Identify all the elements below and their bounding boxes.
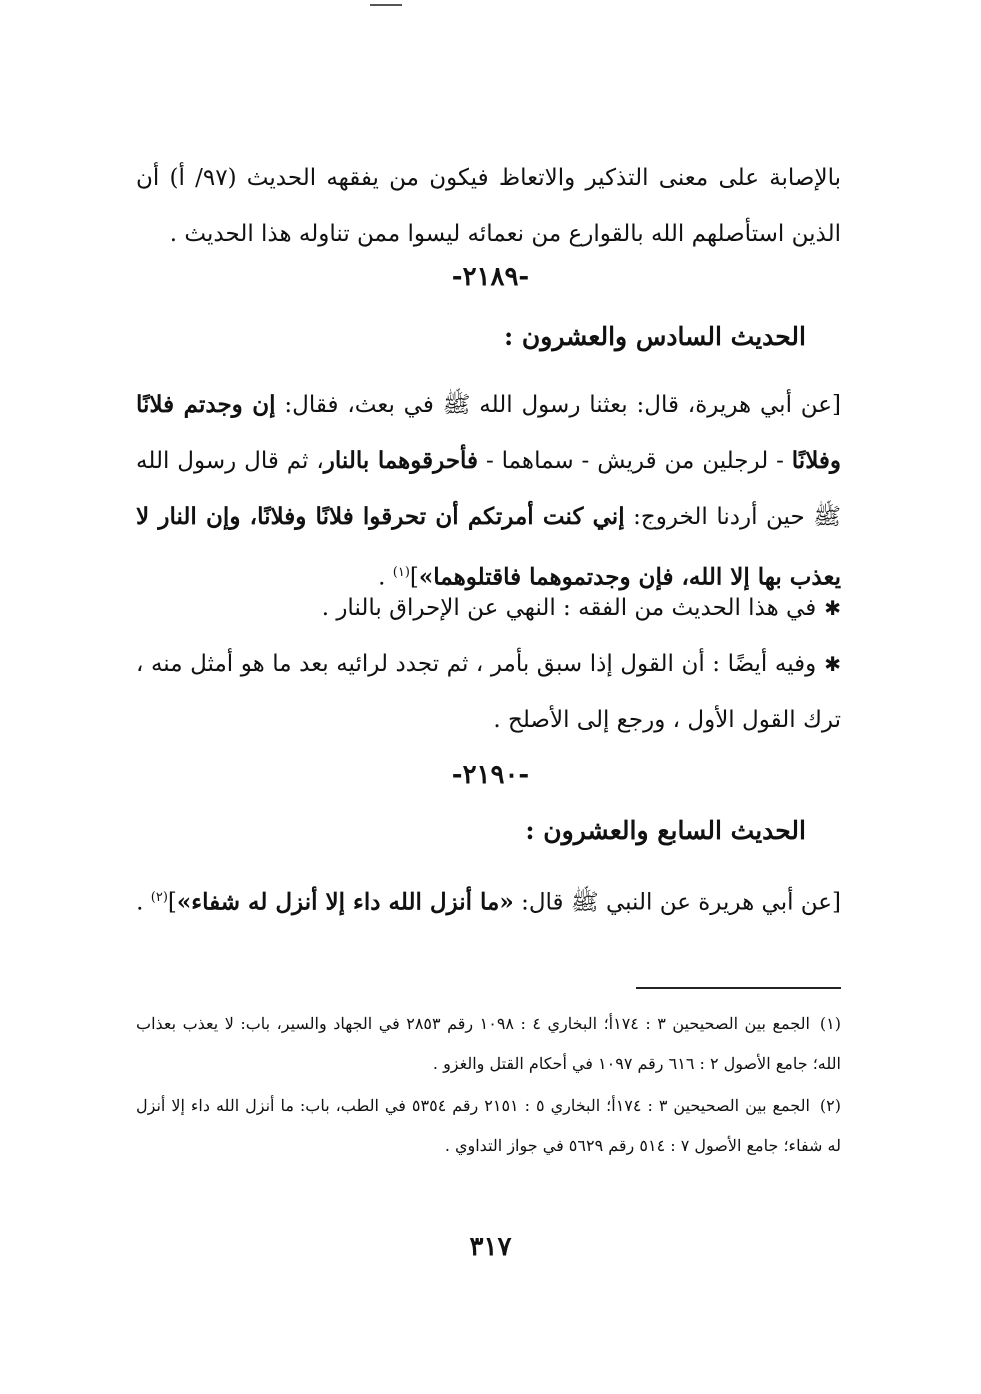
hadith-27-text [136,870,841,931]
footnote-2 [136,1086,841,1166]
hadith-26-bold3: إني كنت أمرتكم أن تحرقوا فلانًا وفلانًا، وإن النار لا يعذب بها إلا الله، فإن وجدتموهما فاقتلوهما» [136,503,841,591]
hadith-26-text-part3: ، ثم قال رسول الله ﷺ حين أردنا الخروج: [136,448,842,530]
footnote-1-text: الجمع بين الصحيحين ٣ : ١٧٤أ؛ البخاري ٤ : ١٠٩٨ رقم ٢٨٥٣ في الجهاد والسير، باب: لا يعذب بعذاب الله؛ جامع الأصول ٢ : ٦١٦ رقم ١٠٩٧ في أحكام القتل والغزو . [136,1014,841,1073]
hadith-number-2190: -٢١٩٠- [451,760,530,790]
footnote-ref-1[interactable]: (١) [392,565,410,580]
hadith-27-bold1: «ما أنزل الله داء إلا أنزل له شفاء» [176,888,514,916]
hadith-27-text-part2: ] [167,889,177,916]
hadith-26-text-part2: - لرجلين من قريش - سماهما - [478,448,792,474]
hadith-27-text-end: . [136,889,151,916]
fiqh-note-1 [136,580,841,636]
footnote-2-text: الجمع بين الصحيحين ٣ : ١٧٤أ؛ البخاري ٥ : ٢١٥١ رقم ٥٣٥٤ في الطب، باب: ما أنزل الله داء إلا أنزل له شفاء؛ جامع الأصول ٧ : ٥١٤ رقم ٥٦٢٩ في جواز التداوي . [136,1096,841,1155]
hadith-26-bold1: إن وجدتم فلانًا وفلانًا [136,391,842,474]
star-bullet-icon: ✱ [824,652,842,676]
fiqh-note-2 [136,636,841,748]
hadith-26-bold2: فأحرقوهما بالنار [323,447,479,474]
hadith-26-title: الحديث السادس والعشرون : [503,322,806,351]
page-number: ٣١٧ [469,1232,512,1262]
hadith-26-text-part4: ] [409,564,419,591]
hadith-26-text [136,377,841,606]
hadith-27-text-part1: [عن أبي هريرة عن النبي ﷺ قال: [513,889,841,916]
hadith-27-title: الحديث السابع والعشرون : [525,816,806,845]
footnote-ref-2[interactable]: (٢) [150,890,168,905]
star-bullet-icon: ✱ [824,596,841,620]
hadith-26-text-part1: [عن أبي هريرة، قال: بعثنا رسول الله ﷺ في بعث، فقال: [275,392,842,418]
top-scan-mark [370,4,402,6]
intro-paragraph: بالإصابة على معنى التذكير والاتعاظ فيكون من يفقهه الحديث (٩٧/ أ) أن الذين استأصلهم الله بالقوارع من نعمائه ليسوا ممن تناوله هذا الحديث . [136,165,841,247]
fiqh-note-1-text: في هذا الحديث من الفقه : النهي عن الإحراق بالنار . [321,595,817,621]
fiqh-note-2-text: وفيه أيضًا : أن القول إذا سبق بأمر ، ثم تجدد لرائيه بعد ما هو أمثل منه ، ترك القول الأول ، ورجع إلى الأصلح . [136,651,841,733]
footnote-divider [636,987,841,989]
footnote-1-number: (١) [819,1014,842,1033]
footnote-2-number: (٢) [819,1096,842,1115]
footnote-1 [136,1004,841,1084]
hadith-26-text-end: . [378,564,393,591]
hadith-number-2189: -٢١٨٩- [451,262,530,292]
